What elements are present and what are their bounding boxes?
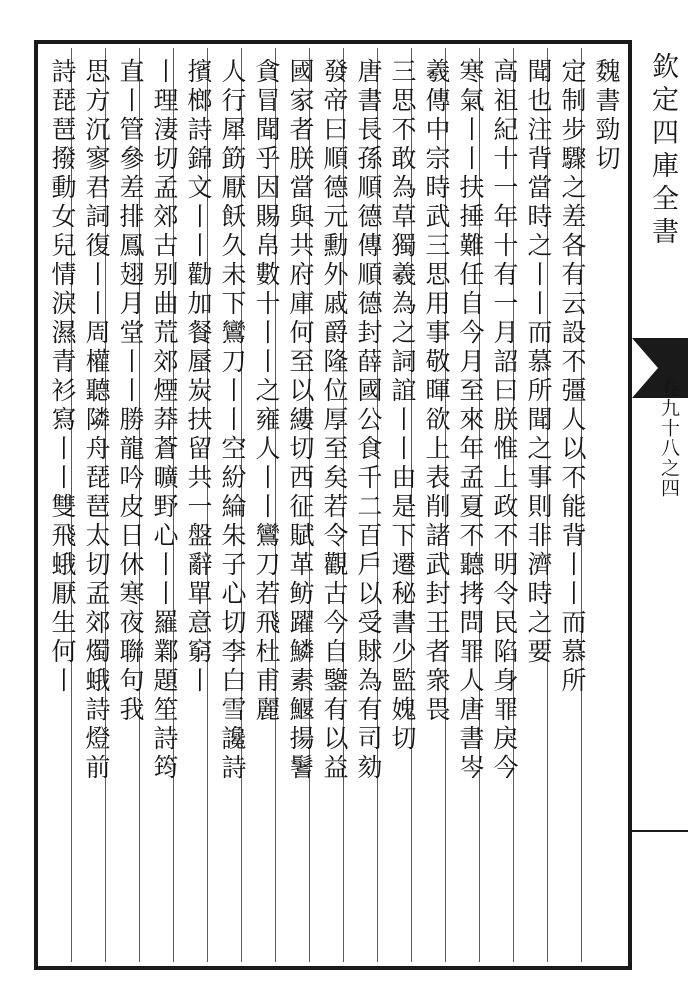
gutter-rule [632, 830, 688, 832]
text-column: 高祖紀十一年十有一月詔曰朕惟上政不明令民陷身罪戾今 [490, 58, 519, 783]
text-column: 唐書長孫順德傳順德封薛國公食千二百戶以受賕為有司劾 [354, 58, 383, 783]
text-column: 人行犀筯厭飫久未下鸞刀丨丨空紛綸朱子心切李白雪讒詩 [218, 58, 247, 783]
text-column: 國家者朕當與共府庫何至以縷切西征賦革鲂躍鱗素鰋揚鬐 [286, 58, 315, 783]
text-column: 直丨管參差排鳳翅月堂丨丨勝龍吟皮日休寒夜聯句我 [116, 58, 145, 725]
text-column: 貪冒聞乎因賜帛數十丨丨之雍人丨丨鸞刀若飛杜甫麗 [252, 58, 281, 725]
text-column: 定制步驟之差各有云設不彊人以不能背丨丨而慕所 [558, 58, 587, 696]
page-gutter [632, 40, 688, 970]
volume-label: 卷九十八之四 [658, 378, 680, 498]
text-column: 丨理淒切孟郊古别曲荒郊煙莽蒼曠野心丨丨羅鄴題笙詩筠 [150, 58, 179, 783]
text-column: 魏書勁切 [592, 58, 621, 174]
book-title: 欽定四庫全書 [647, 52, 678, 250]
text-column: 羲傳中宗時武三思用事敬暉欲上表削諸武封王者衆畏 [422, 58, 451, 725]
text-column: 寒氣丨丨扶捶難任自今月至來年孟夏不聽拷問罪人唐書岑 [456, 58, 485, 783]
text-column: 三思不敢為草獨羲為之詞誼丨丨由是下遷秘書少監媿切 [388, 58, 417, 754]
text-column: 詩琵琶撥動女兒情淚濕青衫寫丨丨雙飛蛾厭生何丨 [48, 58, 77, 696]
text-column: 聞也注背當時之丨丨而慕所聞之事則非濟時之要 [524, 58, 553, 667]
text-body [42, 48, 623, 962]
text-column: 發帝曰順德元勳外戚爵隆位厚至矣若令觀古今自鑒有以益 [320, 58, 349, 783]
text-column: 思方沉寥君詞復丨丨周權聽隣舟琵琶太切孟郊燭蛾詩燈前 [82, 58, 111, 783]
text-column: 擯榔詩錦文丨丨勸加餐蜃炭扶留共一盤辭單意窮丨 [184, 58, 213, 696]
